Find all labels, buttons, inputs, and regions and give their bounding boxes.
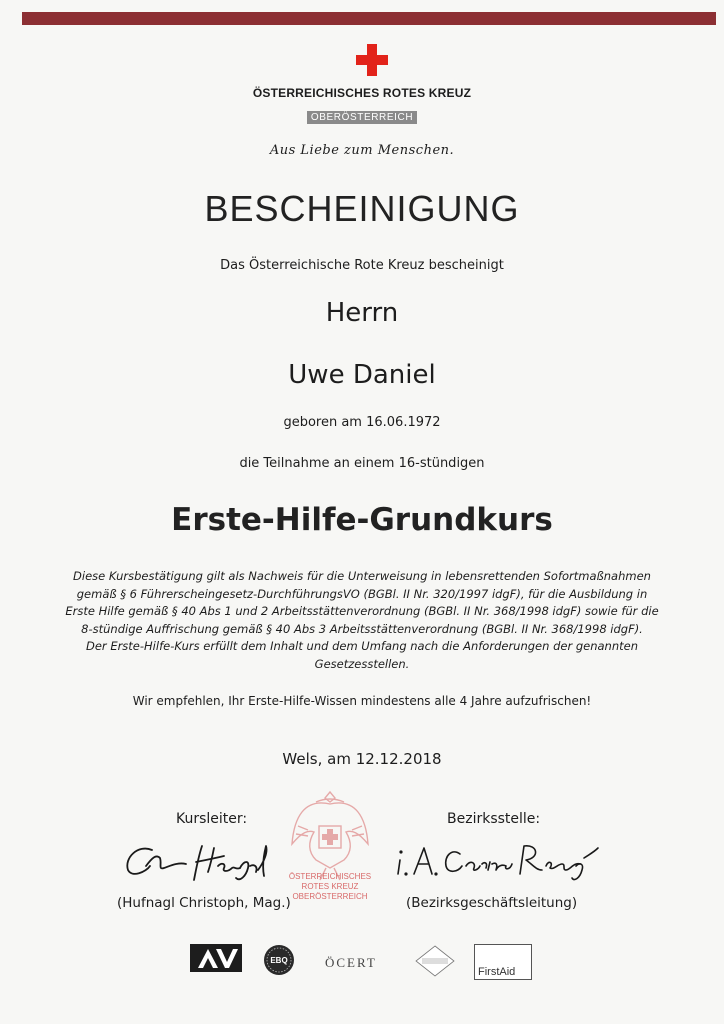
course-name: Erste-Hilfe-Grundkurs: [171, 502, 553, 538]
av-logo-icon: [190, 944, 242, 972]
stamp-line: ROTES KREUZ: [301, 882, 359, 891]
region-label: OBERÖSTERREICH: [307, 111, 417, 124]
svg-text:EBQ: EBQ: [270, 956, 288, 965]
ebq-logo-icon: [263, 944, 295, 976]
region-badge: [0, 105, 724, 124]
course-leader-signature: [118, 836, 288, 886]
firstaid-label: FirstAid: [478, 966, 516, 978]
district-office-label: Bezirksstelle:: [447, 811, 541, 827]
district-office-signature: [392, 834, 602, 886]
salutation: Herrn: [325, 298, 399, 328]
participation-text: die Teilnahme an einem 16-stündigen: [239, 456, 485, 471]
participant-name: Uwe Daniel: [288, 360, 436, 390]
stamp-text: [282, 872, 378, 902]
course-leader-label: Kursleiter:: [176, 811, 248, 827]
place-date: Wels, am 12.12.2018: [282, 750, 442, 768]
birth-date: geboren am 16.06.1972: [283, 415, 441, 430]
stamp-line: ÖSTERREICHISCHES: [288, 872, 372, 881]
firstaid-logo: [474, 944, 532, 980]
iso-certification-icon: [414, 944, 456, 978]
legal-line: 8-stündige Auffrischung gemäß § 40 Abs 3 Arbeitsstättenverordnung (BGBl. II Nr. 368/1998 idgF).: [81, 621, 643, 636]
course-leader-name: (Hufnagl Christoph, Mag.): [117, 895, 291, 911]
certificate-subtitle: Das Österreichische Rote Kreuz bescheinigt: [220, 258, 504, 273]
motto: Aus Liebe zum Menschen.: [269, 143, 455, 158]
legal-text: [60, 568, 664, 673]
legal-line: Gesetzesstellen.: [314, 656, 410, 671]
stamp-line: OBERÖSTERREICH: [292, 892, 368, 901]
legal-line: Erste Hilfe gemäß § 40 Abs 1 und 2 Arbeitsstättenverordnung (BGBl. II Nr. 368/1998 idgF) sowie für die: [65, 604, 659, 618]
district-office-name: (Bezirksgeschäftsleitung): [406, 895, 578, 911]
certificate-title: BESCHEINIGUNG: [204, 188, 520, 229]
legal-line: gemäß § 6 Führerscheingesetz-DurchführungsVO (BGBl. II Nr. 320/1997 idgF), für die Ausbildung in: [76, 586, 648, 601]
top-color-bar: [22, 12, 716, 25]
legal-line: Der Erste-Hilfe-Kurs erfüllt dem Inhalt und dem Umfang nach die Anforderungen der genannten: [86, 639, 638, 653]
recommendation: Wir empfehlen, Ihr Erste-Hilfe-Wissen mindestens alle 4 Jahre aufzufrischen!: [132, 694, 592, 708]
organization-name: ÖSTERREICHISCHES ROTES KREUZ: [252, 86, 472, 100]
legal-line: Diese Kursbestätigung gilt als Nachweis für die Unterweisung in lebensrettenden Sofortmaßnahmen: [73, 569, 651, 583]
ocert-logo: ÖCERT: [325, 955, 377, 970]
red-cross-logo: [356, 44, 388, 76]
